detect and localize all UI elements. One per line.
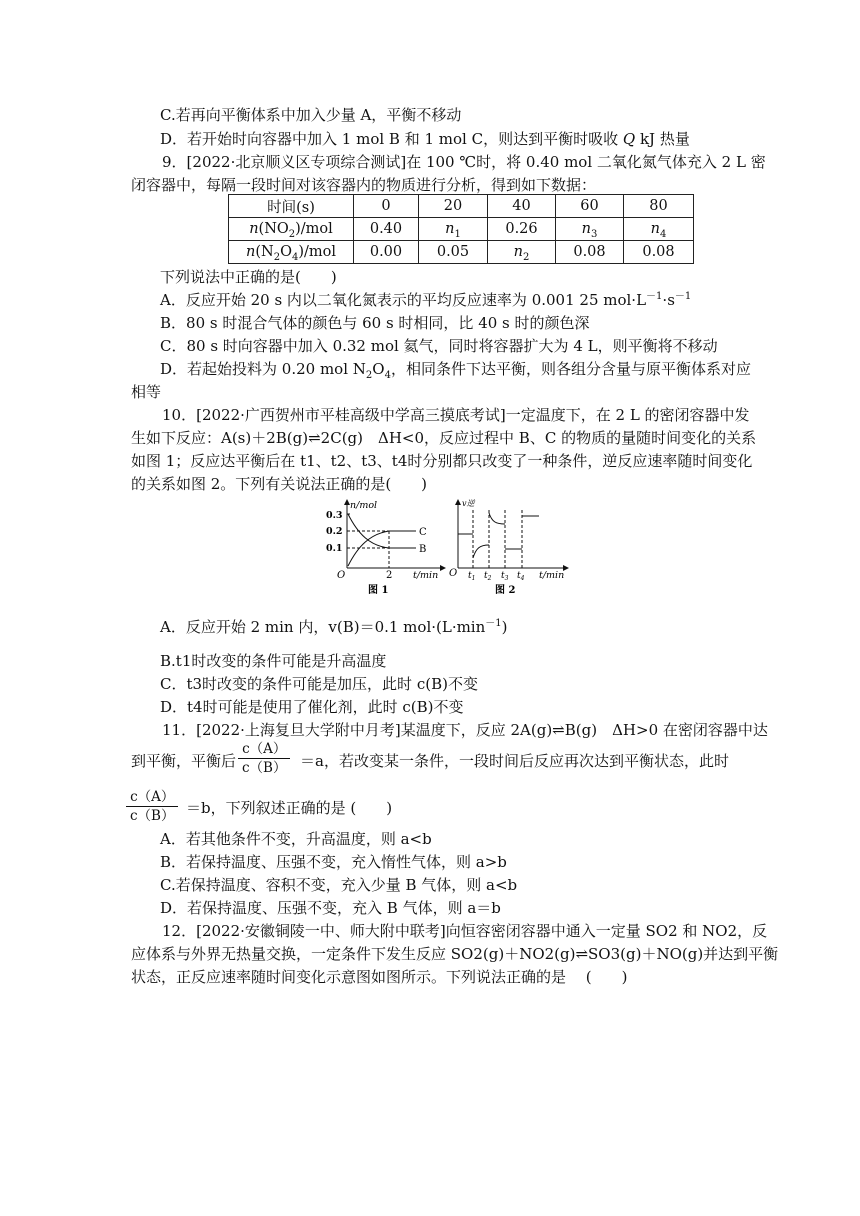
fig2-caption: 图 2 [495, 585, 516, 596]
q11-option-d: D．若保持温度、压强不变，充入 B 气体，则 a＝b [160, 899, 501, 917]
q11-line3: ＝b，下列叙述正确的是 ( ) [186, 799, 393, 817]
table-header-cell: 0 [354, 195, 419, 218]
q9-line1: 9．[2022·北京顺义区专项综合测试]在 100 ℃时，将 0.40 mol 二氧化氮气体充入 2 L 密 [162, 153, 766, 171]
table-header-cell: 时间(s) [229, 195, 354, 218]
fig1-ylabel: n/mol [350, 500, 378, 511]
row-label-n2o4: $n(N_2O_4)$/mol [229, 241, 354, 264]
q11-option-c: C.若保持温度、容积不变，充入少量 B 气体，则 a<b [160, 876, 518, 894]
fig2-xtick: $t_4$ [517, 571, 525, 582]
q8-option-d [160, 128, 690, 150]
q11-fraction-1 [238, 740, 290, 777]
q11-option-a: A．若其他条件不变，升高温度，则 a<b [160, 830, 432, 848]
q11-option-b: B．若保持温度、压强不变，充入惰性气体，则 a>b [160, 853, 507, 871]
figure-1 [318, 496, 448, 601]
table-header-cell: 20 [419, 195, 488, 218]
table-cell: 0.08 [624, 241, 694, 264]
q9-option-a: A．反应开始 20 s 内以二氧化氮表示的平均反应速率为 0.001 25 $mol\cdot L^{-1}\cdot s^{-1}$ [160, 291, 692, 309]
q11-line1: 11．[2022·上海复旦大学附中月考]某温度下，反应 2A(g)⇌B(g) ΔH>0 在密闭容器中达 [162, 721, 768, 739]
q11-fraction-2 [126, 788, 178, 825]
table-header-cell: 40 [488, 195, 556, 218]
fig1-xtick: 2 [386, 570, 393, 581]
q10-option-c: C．t3时改变的条件可能是加压，此时 c(B)不变 [160, 675, 478, 693]
fig2-xtick: $t_1$ [468, 571, 476, 582]
q10-line2: 生如下反应：A(s)＋2B(g)⇌2C(g) ΔH<0，反应过程中 B、C 的物质的量随时间变化的关系 [131, 429, 757, 447]
q10-option-d: D．t4时可能是使用了催化剂，此时 c(B)不变 [160, 698, 464, 716]
fig2-ylabel: v逆 [462, 499, 475, 508]
q9-data-table [228, 194, 694, 264]
table-cell: $n_3$ [556, 218, 624, 241]
table-cell: $n_2$ [488, 241, 556, 264]
fig2-origin: O [449, 568, 458, 579]
fraction-numerator: c（A） [126, 788, 178, 807]
q10-line1: 10．[2022·广西贺州市平桂高级中学高三摸底考试]一定温度下，在 2 L 的密闭容器中发 [162, 406, 750, 424]
q10-option-b: B.t1时改变的条件可能是升高温度 [160, 652, 387, 670]
q12-line1: 12．[2022·安徽铜陵一中、师大附中联考]向恒容密闭容器中通入一定量 SO2 和 NO2，反 [162, 922, 768, 940]
table-cell: $n_4$ [624, 218, 694, 241]
table-cell: 0.40 [354, 218, 419, 241]
fraction-denominator: c（B） [130, 808, 175, 824]
q10-option-a: A．反应开始 2 min 内，v(B)＝0.1 $mol\cdot(L\cdot\min^{-1})$ [160, 618, 508, 636]
table-cell: 0.05 [419, 241, 488, 264]
table-header-cell: 80 [624, 195, 694, 218]
q9-stem: 下列说法中正确的是( ) [160, 268, 337, 286]
table-row [229, 218, 694, 241]
q12-line3: 状态，正反应速率随时间变化示意图如图所示。下列说法正确的是 ( ) [131, 968, 628, 986]
q9-option-b: B．80 s 时混合气体的颜色与 60 s 时相同，比 40 s 时的颜色深 [160, 314, 590, 332]
q8-option-d-q: Q [622, 130, 636, 148]
q10-line4: 的关系如图 2。下列有关说法正确的是( ) [131, 475, 428, 493]
table-cell: 0.26 [488, 218, 556, 241]
fig1-ytick: 0.3 [326, 510, 343, 521]
q11-line2-b: ＝a，若改变某一条件，一段时间后反应再次达到平衡状态，此时 [300, 752, 729, 770]
table-row [229, 241, 694, 264]
table-cell: 0.00 [354, 241, 419, 264]
fraction-numerator: c（A） [238, 740, 290, 759]
fig2-xtick: $t_3$ [501, 571, 509, 582]
q12-line2: 应体系与外界无热量交换，一定条件下发生反应 SO2(g)＋NO2(g)⇌SO3(g)＋NO(g)并达到平衡 [131, 945, 779, 963]
q9-option-d: D．若起始投料为 0.20 mol $N_2O_4$，相同条件下达平衡，则各组分含量与原平衡体系对应 [160, 360, 751, 381]
fig2-xlabel: t/min [539, 570, 565, 581]
table-cell: 0.08 [556, 241, 624, 264]
q8-option-d-end: kJ 热量 [635, 130, 690, 148]
fig1-caption: 图 1 [368, 585, 389, 596]
fig1-ytick: 0.1 [326, 543, 343, 554]
fig1-label-c: C [419, 527, 427, 538]
fraction-denominator: c（B） [242, 760, 287, 776]
fig1-ytick: 0.2 [326, 526, 343, 537]
q10-line3: 如图 1；反应达平衡后在 t1、t2、t3、t4时分别都只改变了一种条件，逆反应速率随时间变化 [131, 452, 753, 470]
table-cell: $n_1$ [419, 218, 488, 241]
figure-2 [446, 496, 574, 601]
q9-option-d-cont: 相等 [131, 383, 162, 401]
q9-option-c: C．80 s 时向容器中加入 0.32 mol 氦气，同时将容器扩大为 4 L，则平衡将不移动 [160, 337, 718, 355]
q8-option-d-text: D．若开始时向容器中加入 1 mol B 和 1 mol C，则达到平衡时吸收 [160, 130, 619, 148]
q9-line2: 闭容器中，每隔一段时间对该容器内的物质进行分析，得到如下数据： [131, 176, 597, 194]
q8-option-c: C.若再向平衡体系中加入少量 A，平衡不移动 [160, 106, 462, 124]
table-row [229, 195, 694, 218]
fig1-label-b: B [419, 544, 427, 555]
row-label-no2: $n(NO_2)$/mol [229, 218, 354, 241]
fig1-xlabel: t/min [413, 570, 439, 581]
table-header-cell: 60 [556, 195, 624, 218]
fig1-origin: O [337, 570, 346, 581]
q11-line2-a: 到平衡，平衡后 [131, 752, 237, 770]
fig2-xtick: $t_2$ [484, 571, 492, 582]
